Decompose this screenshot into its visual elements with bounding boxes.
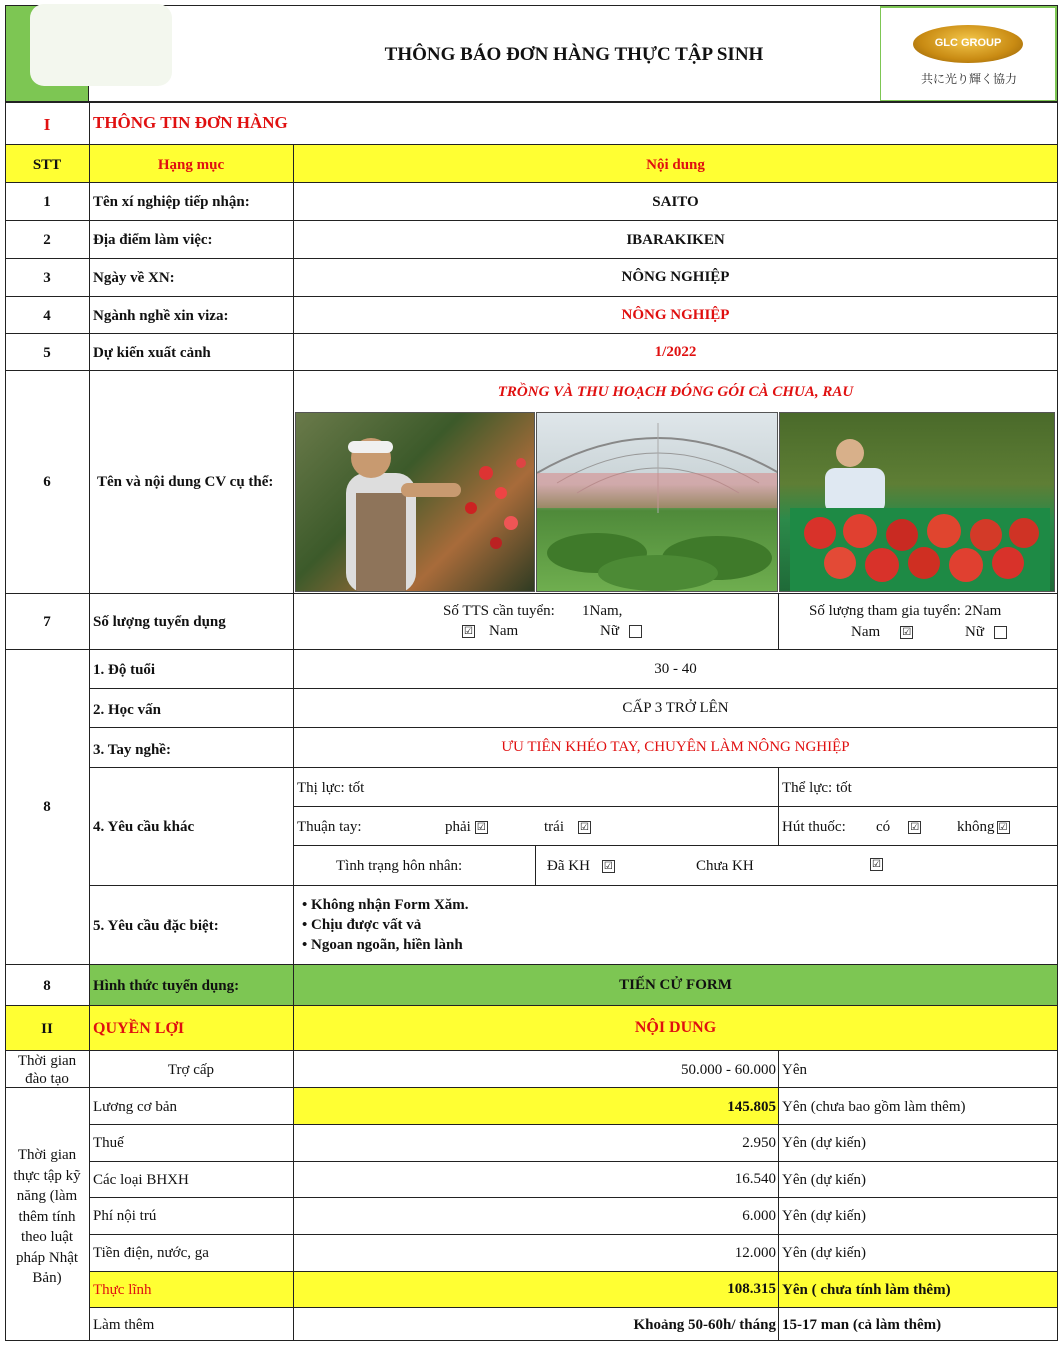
marital-label: Tình trạng hôn nhân: <box>336 858 463 874</box>
row-label-departure: Dự kiến xuất cảnh <box>93 345 211 361</box>
empty-box-icon[interactable] <box>994 626 1007 639</box>
row-number: 4 <box>43 308 51 324</box>
allowance-label: Trợ cấp <box>167 1062 215 1078</box>
vision-value: Thị lực: tốt <box>297 780 365 796</box>
checked-box-icon[interactable]: ☑ <box>475 821 488 834</box>
form-value: TIẾN CỬ FORM <box>619 977 732 993</box>
special-item: • Không nhận Form Xăm. <box>302 897 469 913</box>
row-number: 6 <box>43 474 51 490</box>
row-value-visa-job: NÔNG NGHIỆP <box>621 307 730 323</box>
row-value-date: NÔNG NGHIỆP <box>621 269 730 285</box>
recruit-join-female: Nữ <box>965 623 1007 641</box>
row-label-company: Tên xí nghiệp tiếp nhận: <box>93 194 250 210</box>
benefit-amount-utilities: 12.000 <box>734 1245 776 1261</box>
benefit-amount-base-salary: 145.805 <box>727 1099 776 1115</box>
recruit-need: Số TTS cần tuyển: <box>443 603 555 619</box>
allowance-amount: 50.000 - 60.000 <box>681 1062 776 1078</box>
row-label-visa-job: Ngành nghề xin viza: <box>93 308 229 324</box>
section2-number: II <box>41 1021 53 1037</box>
checked-box-icon[interactable]: ☑ <box>462 625 475 638</box>
handedness-label: Thuận tay: <box>297 819 362 835</box>
photo-tomato-crate <box>779 412 1055 592</box>
column-content: Nội dung <box>646 157 705 173</box>
skill-value: ƯU TIÊN KHÉO TAY, CHUYÊN LÀM NÔNG NGHIỆP <box>501 739 850 755</box>
photo-worker-harvesting <box>295 412 535 592</box>
row-number: 3 <box>43 270 51 286</box>
marital-married: Đã KH ☑ <box>547 857 615 875</box>
row-value-company: SAITO <box>652 194 699 210</box>
form-label: Hình thức tuyển dụng: <box>93 978 240 994</box>
page-title: THÔNG BÁO ĐƠN HÀNG THỰC TẬP SINH <box>384 44 764 65</box>
empty-box-icon[interactable] <box>629 625 642 638</box>
recruit-join: Số lượng tham gia tuyển: 2Nam <box>809 603 1002 619</box>
smoking-label: Hút thuốc: <box>782 819 846 835</box>
benefit-amount-insurance: 16.540 <box>734 1171 776 1187</box>
recruit-need-female: Nữ <box>600 622 642 640</box>
checked-box-icon[interactable]: ☑ <box>997 821 1010 834</box>
section2-title: QUYỀN LỢI <box>93 1020 185 1037</box>
logo-text: GLC GROUP <box>934 37 1002 49</box>
row-number: 8 <box>43 799 51 815</box>
row-label-date: Ngày về XN: <box>93 270 175 286</box>
smoking-no: không ☑ <box>957 818 1010 836</box>
section1-number: I <box>43 115 51 134</box>
benefit-label-tax: Thuế <box>93 1135 124 1151</box>
checked-box-icon[interactable]: ☑ <box>870 858 883 871</box>
skill-label: 3. Tay nghề: <box>93 742 171 758</box>
benefit-unit-dorm: Yên (dự kiến) <box>782 1208 866 1224</box>
job-title: TRỒNG VÀ THU HOẠCH ĐÓNG GÓI CÀ CHUA, RAU <box>497 384 854 400</box>
smoking-yes: có ☑ <box>876 818 921 836</box>
benefit-unit-insurance: Yên (dự kiến) <box>782 1172 866 1188</box>
job-label: Tên và nội dung CV cụ thể: <box>97 474 274 490</box>
training-period: Thời gian đào tạo <box>17 1053 77 1087</box>
recruit-join-male: Nam ☑ <box>851 623 913 641</box>
section1-title: THÔNG TIN ĐƠN HÀNG <box>93 113 288 132</box>
benefit-label-insurance: Các loại BHXH <box>93 1172 189 1188</box>
special-requirements-label: 5. Yêu cầu đặc biệt: <box>93 918 219 934</box>
benefit-unit-overtime: 15-17 man (cả làm thêm) <box>782 1317 942 1333</box>
handedness-right: phải ☑ <box>445 818 488 836</box>
fitness-value: Thể lực: tốt <box>782 780 852 796</box>
row-number: 2 <box>43 232 51 248</box>
benefit-label-base-salary: Lương cơ bản <box>93 1099 177 1115</box>
benefit-amount-dorm: 6.000 <box>742 1208 776 1224</box>
greenhouse-illustration <box>537 413 778 592</box>
benefit-amount-net-pay: 108.315 <box>727 1281 776 1297</box>
age-value: 30 - 40 <box>654 661 697 677</box>
row-number: 1 <box>43 194 51 210</box>
checked-box-icon[interactable]: ☑ <box>578 821 591 834</box>
marital-single: Chưa KH <box>696 858 754 874</box>
checked-box-icon[interactable]: ☑ <box>900 626 913 639</box>
recruit-need-count: 1Nam, <box>582 603 623 619</box>
benefit-label-overtime: Làm thêm <box>93 1317 155 1333</box>
benefit-unit-tax: Yên (dự kiến) <box>782 1135 866 1151</box>
benefit-label-utilities: Tiền điện, nước, ga <box>93 1245 209 1261</box>
special-item: • Chịu được vất vả <box>302 917 422 933</box>
benefit-label-dorm: Phí nội trú <box>93 1208 157 1224</box>
row-number: 5 <box>43 345 51 361</box>
allowance-unit: Yên <box>782 1062 807 1078</box>
benefit-unit-utilities: Yên (dự kiến) <box>782 1245 866 1261</box>
logo-tagline: 共に光り輝く協力 <box>920 72 1017 86</box>
row-number: 8 <box>43 978 51 994</box>
row-value-location: IBARAKIKEN <box>626 232 725 248</box>
checked-box-icon[interactable]: ☑ <box>602 860 615 873</box>
education-value: CẤP 3 TRỞ LÊN <box>622 700 729 716</box>
recruit-label: Số lượng tuyển dụng <box>93 614 226 630</box>
benefit-label-net-pay: Thực lĩnh <box>93 1282 152 1298</box>
row-number: 7 <box>43 614 51 630</box>
age-label: 1. Độ tuổi <box>93 662 156 678</box>
education-label: 2. Học vấn <box>93 702 161 718</box>
tomato-crate-illustration <box>780 413 1055 592</box>
column-item: Hạng mục <box>157 157 225 173</box>
recruit-need-male: ☑ Nam <box>462 622 518 640</box>
handedness-left: trái ☑ <box>544 818 591 836</box>
benefit-unit-base-salary: Yên (chưa bao gồm làm thêm) <box>782 1099 966 1115</box>
row-value-departure: 1/2022 <box>654 344 697 360</box>
benefit-amount-tax: 2.950 <box>742 1135 776 1151</box>
benefit-amount-overtime: Khoảng 50-60h/ tháng <box>633 1317 776 1333</box>
benefit-unit-net-pay: Yên ( chưa tính làm thêm) <box>782 1282 951 1298</box>
worker-illustration <box>296 413 535 592</box>
special-item: • Ngoan ngoãn, hiền lành <box>302 937 463 953</box>
skill-period-label: Thời gian thực tập kỹ năng (làm thêm tính theo luật pháp Nhật Bản) <box>13 1147 81 1286</box>
section2-content-header: NỘI DUNG <box>634 1019 717 1036</box>
marital-single-check <box>866 855 883 873</box>
checked-box-icon[interactable]: ☑ <box>908 821 921 834</box>
row-label-location: Địa điểm làm việc: <box>93 232 213 248</box>
photo-greenhouse <box>536 412 778 592</box>
other-requirements-label: 4. Yêu cầu khác <box>93 819 195 835</box>
column-stt: STT <box>32 157 62 173</box>
